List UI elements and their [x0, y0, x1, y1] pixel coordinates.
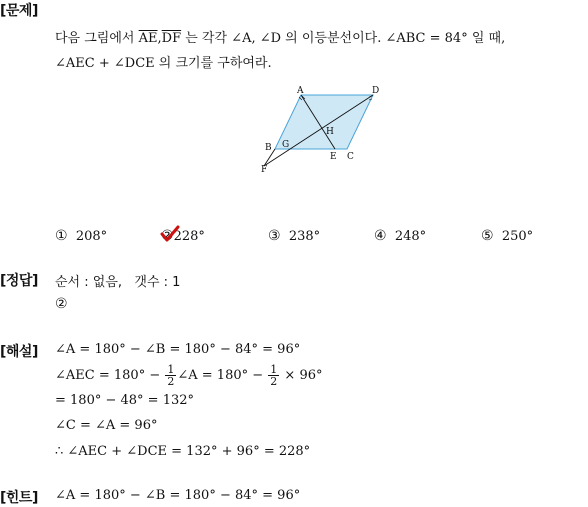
solution-line-2b: ∠A = 180° − — [177, 368, 268, 383]
point-f: F — [261, 165, 268, 174]
answer-order: 순서 : 없음, — [55, 275, 123, 290]
solution-line-5: ∴ ∠AEC + ∠DCE = 132° + 96° = 228° — [55, 444, 311, 459]
checkmark-icon — [160, 225, 180, 243]
choice-1-number: ① — [55, 228, 68, 244]
segment-df: $\overline{DF}$ — [161, 31, 182, 46]
answer-count: 갯수 : 1 — [134, 275, 181, 290]
answer-value: ② — [55, 296, 68, 312]
choice-5-number: ⑤ — [481, 228, 494, 244]
vertex-e: E — [330, 152, 337, 162]
problem-line-1 — [55, 27, 505, 46]
fraction-1-denominator: 2 — [167, 375, 175, 388]
parallelogram-figure — [255, 82, 390, 174]
solution-line-2 — [55, 362, 322, 390]
choice-1-text: 208° — [75, 229, 108, 244]
vertex-d: D — [372, 86, 380, 96]
point-h: H — [326, 127, 334, 137]
choice-5-text: 250° — [501, 229, 534, 244]
choice-4-number: ④ — [374, 228, 387, 244]
vertex-a: A — [297, 86, 304, 96]
fraction-half-1 — [165, 364, 176, 387]
problem-text-1: 다음 그림에서 — [55, 31, 139, 46]
answer-meta — [55, 271, 180, 290]
problem-label: [문제] — [0, 3, 38, 19]
choice-3[interactable] — [268, 228, 320, 244]
hint-label: [힌트] — [0, 490, 38, 506]
segment-ae: $\overline{AE}$ — [138, 31, 158, 46]
choice-3-number: ③ — [268, 228, 281, 244]
fraction-2-numerator: 1 — [270, 363, 278, 376]
choice-5[interactable] — [481, 228, 533, 244]
solution-line-2a: ∠AEC = 180° − — [55, 368, 165, 383]
choice-4-text: 248° — [394, 229, 427, 244]
hint-line-1: ∠A = 180° − ∠B = 180° − 84° = 96° — [55, 488, 301, 503]
choice-2[interactable] — [161, 228, 205, 244]
problem-line-2: ∠AEC + ∠DCE 의 크기를 구하여라. — [55, 56, 272, 71]
choice-2-number: ② — [161, 228, 174, 244]
choice-3-text: 238° — [288, 229, 321, 244]
fraction-half-2 — [268, 364, 279, 387]
choice-4[interactable] — [374, 228, 426, 244]
answer-label: [정답] — [0, 273, 38, 289]
solution-line-4: ∠C = ∠A = 96° — [55, 418, 158, 433]
fraction-1-numerator: 1 — [167, 363, 175, 376]
segment-separator: , — [157, 31, 162, 46]
solution-line-1: ∠A = 180° − ∠B = 180° − 84° = 96° — [55, 342, 301, 357]
solution-line-2c: × 96° — [280, 368, 323, 383]
choice-1[interactable] — [55, 228, 107, 244]
problem-text-2: 는 각각 ∠A, ∠D 의 이등분선이다. ∠ABC = 84° 일 때, — [181, 31, 506, 46]
fraction-2-denominator: 2 — [270, 375, 278, 388]
solution-line-3: = 180° − 48° = 132° — [55, 393, 195, 408]
solution-label: [해설] — [0, 344, 38, 360]
choice-2-marker — [161, 228, 174, 244]
vertex-c: C — [347, 152, 354, 162]
point-g: G — [282, 140, 290, 150]
parallelogram-shape — [275, 95, 373, 149]
choice-2-text: 228° — [173, 229, 205, 244]
vertex-b: B — [265, 143, 272, 153]
